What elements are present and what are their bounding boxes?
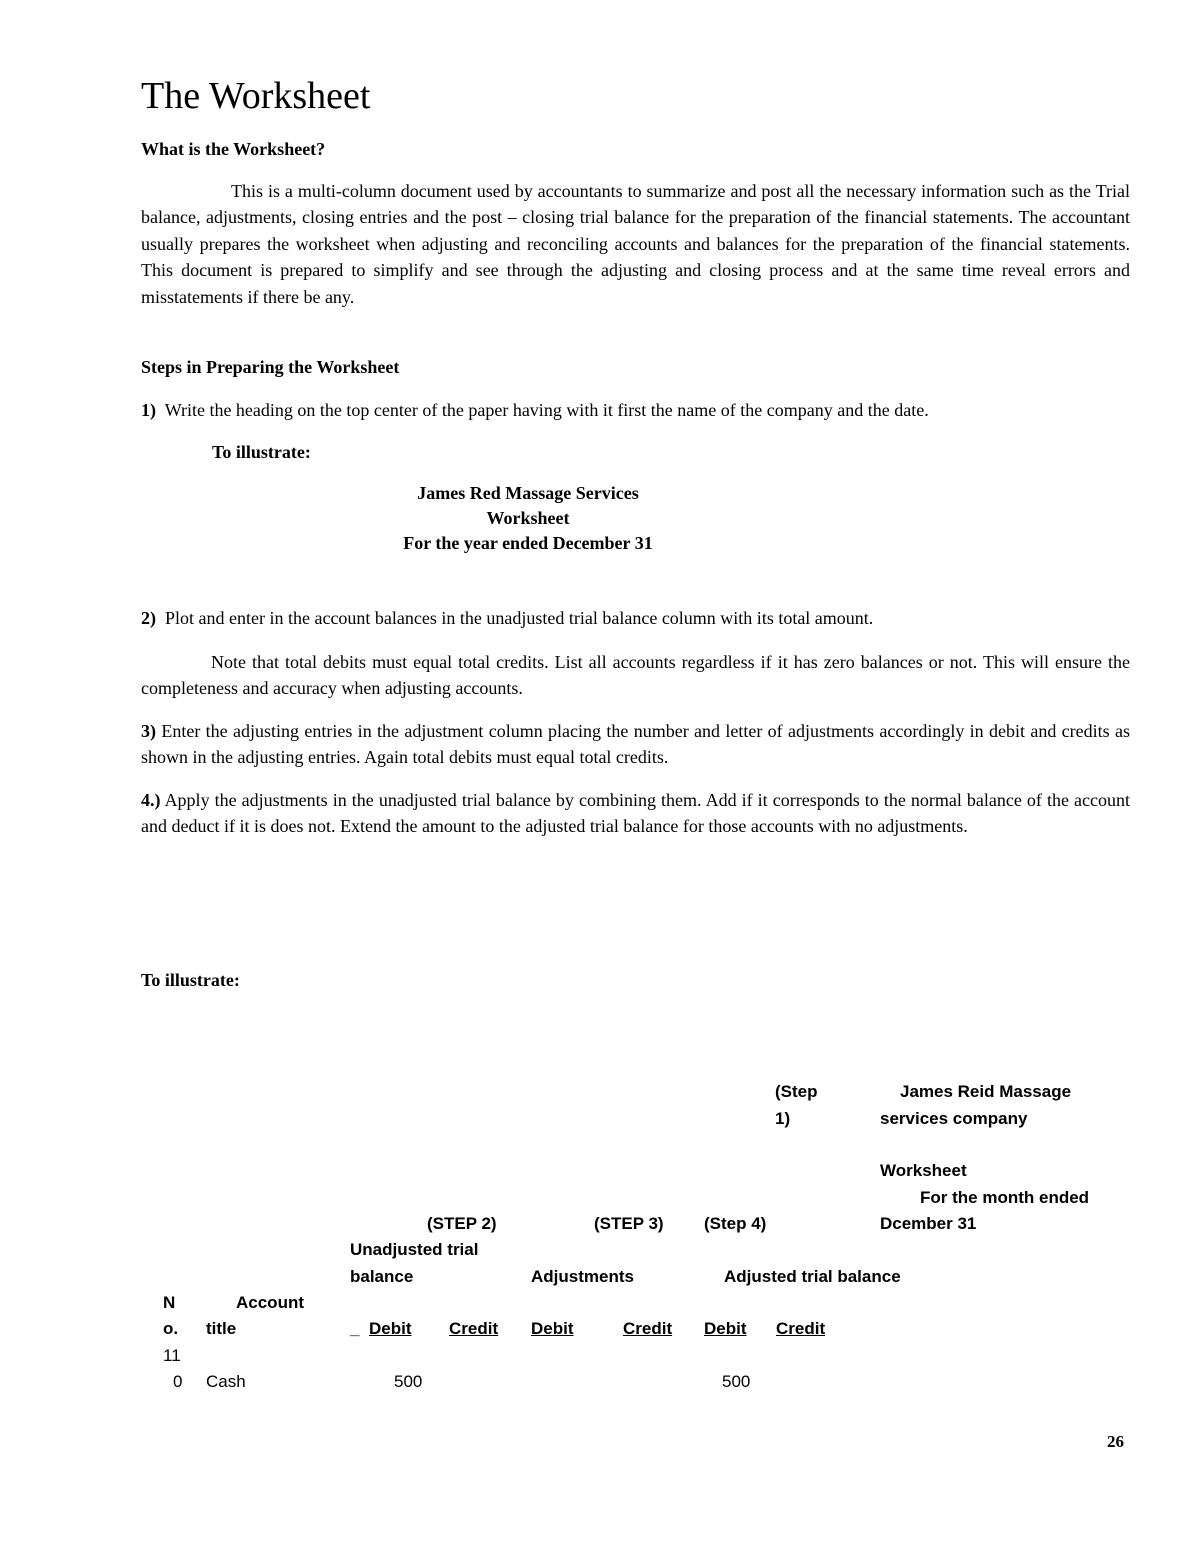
intro-paragraph-text: This is a multi-column document used by accountants to summarize and post all the necessary information such as the Trial balance, adjustments, closing entries and the post – closing trial balance for the preparation of the financial statements. The accountant usually prepares the worksheet when adjusting and reconciling accounts and balances for the preparation of the financial statements. This document is prepared to simplify and see through the adjusting and closing process and at the same time reveal errors and misstatements if there be any. xyxy=(141,181,1130,307)
step-2-number: 2) xyxy=(141,608,156,628)
note-text: Note that total debits must equal total credits. List all accounts regardless if it has zero balances or not. This will ensure the completeness and accuracy when adjusting accounts. xyxy=(141,652,1130,699)
col-adjustments-debit: Debit xyxy=(531,1319,574,1338)
step-1 xyxy=(141,397,1130,423)
step-4 xyxy=(141,787,1130,840)
col-unadjusted-credit: Credit xyxy=(449,1319,499,1338)
heading-example xyxy=(341,481,715,556)
page-number: 26 xyxy=(1107,1432,1124,1451)
step-3-label: (STEP 3) xyxy=(594,1214,664,1233)
group-adjusted-trial-balance: Adjusted trial balance xyxy=(724,1267,901,1286)
illustrate-label-2: To illustrate: xyxy=(141,970,240,990)
worksheet-title: Worksheet xyxy=(880,1161,967,1180)
heading-example-date: For the year ended December 31 xyxy=(403,533,653,553)
company-name-line-2: services company xyxy=(880,1109,1028,1128)
section-heading-what-is: What is the Worksheet? xyxy=(141,139,326,159)
col-no-line-2: o. xyxy=(163,1319,179,1338)
group-unadjusted-line-2: balance xyxy=(350,1267,414,1286)
step-2-label: (STEP 2) xyxy=(427,1214,497,1233)
row-account-no-line-2: 0 xyxy=(173,1372,183,1391)
col-unadjusted-debit: Debit xyxy=(369,1319,412,1338)
step-4-text: Apply the adjustments in the unadjusted trial balance by combining them. Add if it corresponds to the normal balance of the account and deduct if it is does not. Extend the amount to the adjusted trial balance for those accounts with no adjustments. xyxy=(141,790,1130,837)
step-1-label-a: (Step xyxy=(775,1082,818,1101)
section-heading-steps: Steps in Preparing the Worksheet xyxy=(141,357,400,377)
step-4-number: 4.) xyxy=(141,790,161,810)
col-adjusted-credit: Credit xyxy=(776,1319,826,1338)
step-3-text: Enter the adjusting entries in the adjustment column placing the number and letter of adjustments accordingly in debit and credits as shown in the adjusting entries. Again total debits must equal total credits. xyxy=(141,721,1131,768)
step-2 xyxy=(141,605,1130,631)
col-blank: _ xyxy=(350,1319,360,1338)
step-2-text: Plot and enter in the account balances in the unadjusted trial balance column with its total amount. xyxy=(165,608,874,628)
company-name-line-1: James Reid Massage xyxy=(900,1082,1072,1101)
step-1-number: 1) xyxy=(141,400,156,420)
col-account-line-2: title xyxy=(206,1319,237,1338)
page-title: The Worksheet xyxy=(141,75,371,117)
row-account-title: Cash xyxy=(206,1372,246,1391)
illustrate-label-1: To illustrate: xyxy=(212,442,311,462)
row-unadjusted-debit: 500 xyxy=(394,1372,423,1391)
group-adjustments: Adjustments xyxy=(531,1267,634,1286)
row-adjusted-debit: 500 xyxy=(722,1372,751,1391)
intro-paragraph xyxy=(141,178,1130,310)
col-adjustments-credit: Credit xyxy=(623,1319,673,1338)
col-adjusted-debit: Debit xyxy=(704,1319,747,1338)
col-account-line-1: Account xyxy=(236,1293,304,1312)
step-4-label: (Step 4) xyxy=(704,1214,767,1233)
note-paragraph xyxy=(141,649,1130,702)
period-line-2: Dcember 31 xyxy=(880,1214,977,1233)
group-unadjusted-line-1: Unadjusted trial xyxy=(350,1240,479,1259)
step-1-text: Write the heading on the top center of the paper having with it first the name of the company and the date. xyxy=(164,400,929,420)
col-no-line-1: N xyxy=(163,1293,176,1312)
heading-example-company: James Red Massage Services xyxy=(417,483,639,503)
step-3 xyxy=(141,718,1130,771)
step-3-number: 3) xyxy=(141,721,156,741)
period-line-1: For the month ended xyxy=(920,1188,1090,1207)
step-1-label-b: 1) xyxy=(775,1109,791,1128)
heading-example-title: Worksheet xyxy=(486,508,570,528)
row-account-no-line-1: 11 xyxy=(163,1346,181,1365)
